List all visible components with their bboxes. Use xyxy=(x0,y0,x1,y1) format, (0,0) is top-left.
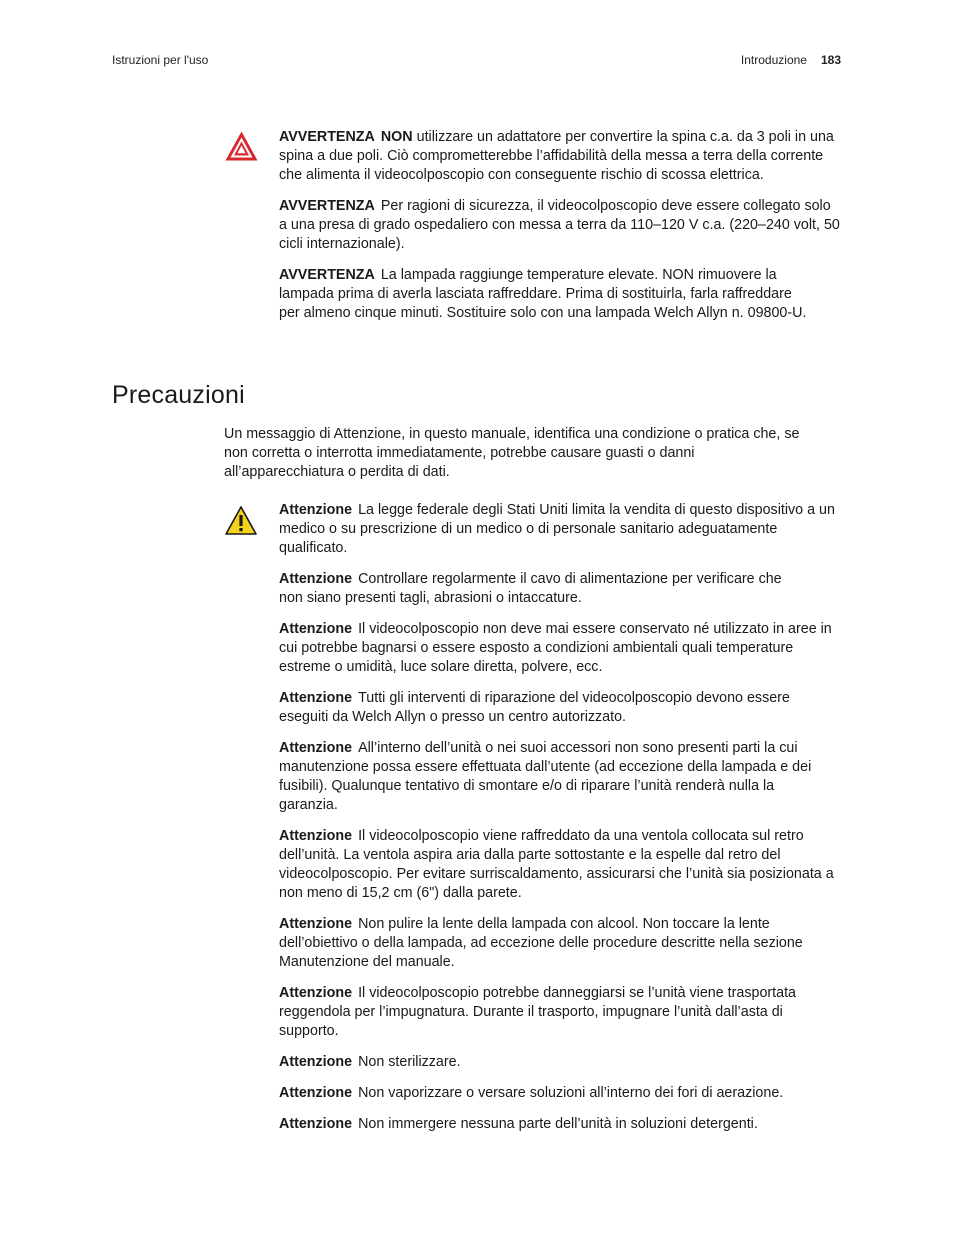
caution-label: Attenzione xyxy=(279,828,353,844)
caution-paragraph xyxy=(279,1115,841,1134)
warning-emphasis: NON xyxy=(380,129,413,145)
caution-paragraph xyxy=(279,1053,841,1072)
caution-label: Attenzione xyxy=(279,1116,353,1132)
caution-paragraph xyxy=(279,570,809,608)
caution-label: Attenzione xyxy=(279,621,353,637)
warning-paragraph xyxy=(279,197,841,254)
caution-text: Non sterilizzare. xyxy=(358,1054,461,1070)
cautions-block xyxy=(279,501,841,1146)
section-title: Precauzioni xyxy=(112,381,245,409)
caution-text: Il videocolposcopio viene raffreddato da una ventola collocata sul retro dell’unità. La ventola aspira aria dalla parte sottostante e la espelle dal retro del videocolposcopio. Per evitare surriscaldamento, assicurarsi che l’unità sia posizionata a non meno di 15,2 cm (6") dalla parete. xyxy=(279,828,834,901)
caution-paragraph xyxy=(279,689,841,727)
caution-text: Il videocolposcopio potrebbe danneggiarsi se l’unità viene trasportata reggendola per l’impugnatura. Durante il trasporto, impugnare l’unità dall’asta di supporto. xyxy=(279,985,797,1039)
warning-paragraph xyxy=(279,266,809,323)
caution-paragraph xyxy=(279,827,841,903)
warning-label: AVVERTENZA xyxy=(279,129,375,145)
running-header-section xyxy=(741,53,841,67)
caution-text: Non vaporizzare o versare soluzioni all’interno dei fori di aerazione. xyxy=(358,1085,784,1101)
page-number: 183 xyxy=(820,53,841,67)
running-header-title: Istruzioni per l'uso xyxy=(112,53,209,67)
caution-text: All’interno dell’unità o nei suoi accessori non sono presenti parti la cui manutenzione possa essere effettuata dall’utente (ad eccezione della lampada e dei fusibili). Qualunque tentativo di smontare e/o di riparare l’unità renderà nulla la garanzia. xyxy=(279,740,812,813)
caution-label: Attenzione xyxy=(279,916,353,932)
caution-text: Non pulire la lente della lampada con alcool. Non toccare la lente dell’obiettivo o della lampada, ad eccezione delle procedure descritte nella sezione Manutenzione del manuale. xyxy=(279,916,803,970)
caution-label: Attenzione xyxy=(279,740,353,756)
warning-label: AVVERTENZA xyxy=(279,267,375,283)
caution-label: Attenzione xyxy=(279,1085,353,1101)
warning-text: utilizzare un adattatore per convertire la spina c.a. da 3 poli in una spina a due poli. Ciò comprometterebbe l’affidabilità della messa a terra della corrente che alimenta il videocolposcopio con conseguente rischio di scossa elettrica. xyxy=(279,129,834,183)
caution-label: Attenzione xyxy=(279,690,353,706)
warning-text: La lampada raggiunge temperature elevate. NON rimuovere la lampada prima di averla lasciata raffreddare. Prima di sostituirla, farla raffreddare per almeno cinque minuti. Sostituire solo con una lampada Welch Allyn n. 09800-U. xyxy=(279,267,807,321)
caution-label: Attenzione xyxy=(279,1054,353,1070)
caution-label: Attenzione xyxy=(279,502,353,518)
caution-paragraph xyxy=(279,501,841,558)
caution-label: Attenzione xyxy=(279,985,353,1001)
caution-exclamation-icon xyxy=(224,505,258,536)
caution-text: Il videocolposcopio non deve mai essere conservato né utilizzato in aree in cui potrebbe bagnarsi o essere esposto a condizioni ambientali quali temperature estreme o umidità, luce solare diretta, polvere, ecc. xyxy=(279,621,832,675)
caution-paragraph xyxy=(279,739,814,815)
caution-paragraph xyxy=(279,1084,841,1103)
warning-label: AVVERTENZA xyxy=(279,198,375,214)
caution-text: Tutti gli interventi di riparazione del videocolposcopio devono essere eseguiti da Welch Allyn o presso un centro autorizzato. xyxy=(279,690,790,725)
caution-paragraph xyxy=(279,915,841,972)
warnings-block xyxy=(279,128,841,335)
header-section-name: Introduzione xyxy=(740,53,807,67)
caution-paragraph xyxy=(279,984,841,1041)
caution-label: Attenzione xyxy=(279,571,353,587)
caution-text: Controllare regolarmente il cavo di alimentazione per verificare che non siano presenti tagli, abrasioni o intaccature. xyxy=(279,571,782,606)
caution-text: La legge federale degli Stati Uniti limita la vendita di questo dispositivo a un medico o su prescrizione di un medico o di personale sanitario adeguatamente qualificato. xyxy=(279,502,835,556)
warning-text: Per ragioni di sicurezza, il videocolposcopio deve essere collegato solo a una presa di grado ospedaliero con messa a terra da 110–120 V c.a. (220–240 volt, 50 cicli internazionale). xyxy=(279,198,840,252)
caution-text: Non immergere nessuna parte dell’unità in soluzioni detergenti. xyxy=(358,1116,758,1132)
warning-paragraph xyxy=(279,128,841,185)
section-intro: Un messaggio di Attenzione, in questo manuale, identifica una condizione o pratica che, se non corretta o interrotta immediatamente, potrebbe causare guasti o danni all’apparecchiatura o perdita di dati. xyxy=(224,426,800,480)
caution-paragraph xyxy=(279,620,841,677)
warning-triangle-icon xyxy=(224,130,259,162)
